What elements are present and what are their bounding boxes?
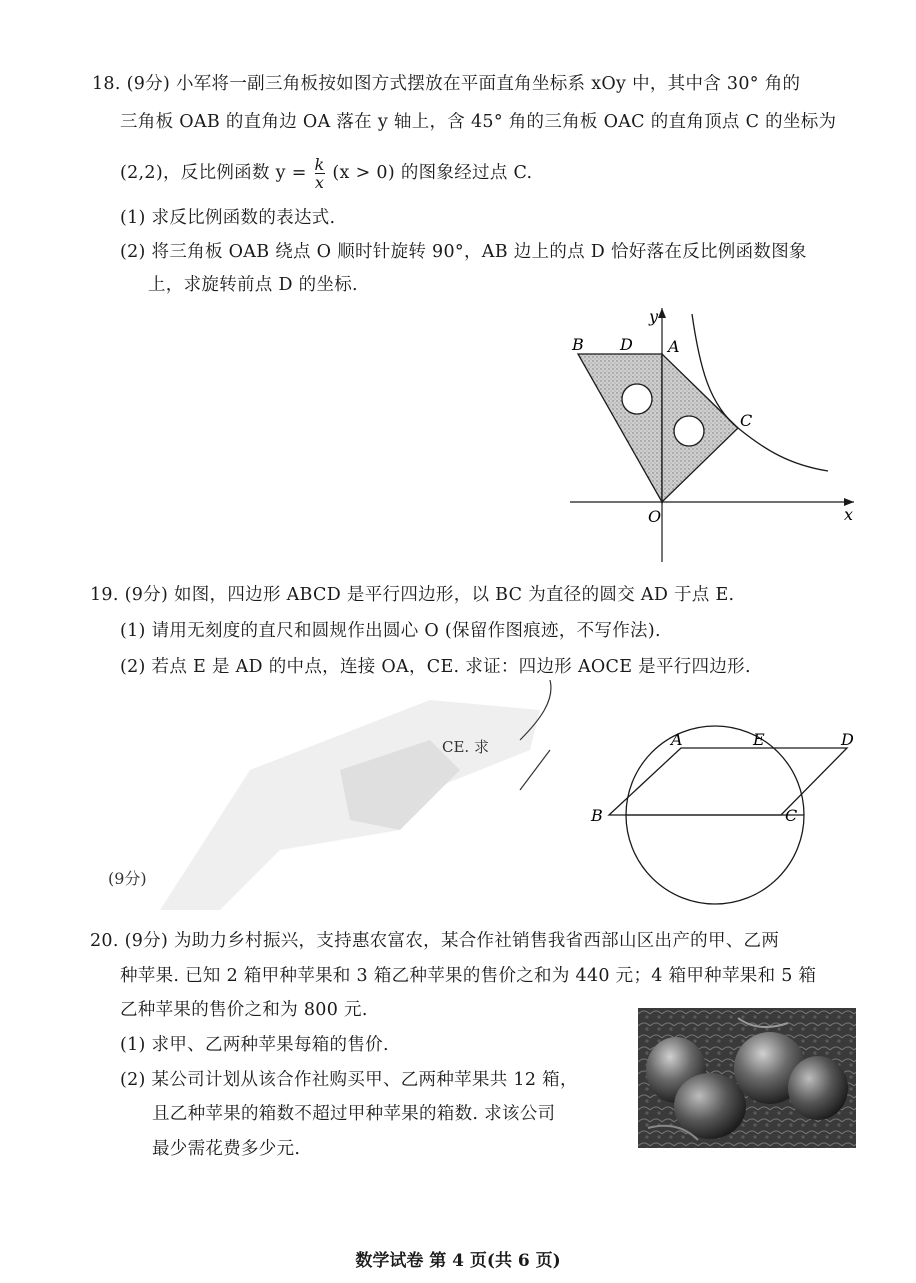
bleed-through-smudge: [100, 680, 580, 920]
q19-figure: [585, 725, 870, 910]
q19-sub1: (1) 请用无刻度的直尺和圆规作出圆心 O (保留作图痕迹，不写作法).: [120, 621, 661, 641]
triangle-oab: [578, 354, 662, 502]
q20-line3: 乙种苹果的售价之和为 800 元.: [120, 1000, 368, 1020]
q18-sub2-line1: (2) 将三角板 OAB 绕点 O 顺时针旋转 90°，AB 边上的点 D 恰好落在反比例函数图象: [120, 242, 807, 262]
q18-sub2-line2: 上，求旋转前点 D 的坐标.: [148, 275, 358, 295]
q18-sub1: (1) 求反比例函数的表达式.: [120, 208, 336, 228]
label-d: D: [620, 335, 633, 354]
y-axis-arrow-icon: [658, 308, 666, 318]
q20-line1: 20. (9分) 为助力乡村振兴，支持惠农富农，某合作社销售我省西部山区出产的甲、乙两: [90, 931, 780, 951]
fraction-numerator: k: [314, 155, 325, 174]
label-b: B: [591, 806, 603, 825]
q20-line2: 种苹果. 已知 2 箱甲种苹果和 3 箱乙种苹果的售价之和为 440 元；4 箱甲种苹果和 5 箱: [120, 966, 817, 986]
page-footer: 数学试卷 第 4 页(共 6 页): [355, 1251, 561, 1271]
bleed-text-2: (9分): [108, 869, 147, 888]
q20-sub2-line2: 且乙种苹果的箱数不超过甲种苹果的箱数. 求该公司: [152, 1104, 556, 1124]
label-x: x: [844, 505, 854, 524]
q20-sub2-line1: (2) 某公司计划从该合作社购买甲、乙两种苹果共 12 箱，: [120, 1070, 578, 1090]
label-y: y: [649, 307, 659, 326]
triangle-hole-2: [674, 416, 704, 446]
bleed-text-1: CE. 求: [442, 738, 489, 756]
q19-line1: 19. (9分) 如图，四边形 ABCD 是平行四边形，以 BC 为直径的圆交 AD 于点 E.: [90, 585, 735, 605]
triangle-hole-1: [622, 384, 652, 414]
label-c: C: [785, 806, 798, 825]
fraction-k-over-x: [315, 156, 325, 191]
q18-line3-start: (2,2)，反比例函数 y =: [120, 163, 307, 183]
q18-figure: [560, 300, 870, 570]
fraction-denominator: x: [314, 173, 325, 192]
q18-line3: [120, 156, 532, 191]
q20-sub2-line3: 最少需花费多少元.: [152, 1139, 301, 1159]
label-o: O: [648, 507, 662, 526]
parallelogram-abcd: [609, 748, 847, 815]
q18-line3-end: (x > 0) 的图象经过点 C.: [332, 163, 533, 183]
q20-sub1: (1) 求甲、乙两种苹果每箱的售价.: [120, 1035, 389, 1055]
label-b: B: [572, 335, 584, 354]
apple-photo: [638, 1008, 856, 1148]
label-a: A: [668, 337, 680, 356]
label-c: C: [740, 411, 753, 430]
label-d: D: [841, 730, 854, 749]
label-a: A: [671, 730, 683, 749]
q18-line2: 三角板 OAB 的直角边 OA 落在 y 轴上，含 45° 角的三角板 OAC 的直角顶点 C 的坐标为: [120, 112, 837, 132]
q18-line1: 18. (9分) 小军将一副三角板按如图方式摆放在平面直角坐标系 xOy 中，其中含 30° 角的: [92, 74, 801, 94]
label-e: E: [753, 730, 765, 749]
q19-sub2: (2) 若点 E 是 AD 的中点，连接 OA，CE. 求证：四边形 AOCE 是平行四边形.: [120, 657, 751, 677]
